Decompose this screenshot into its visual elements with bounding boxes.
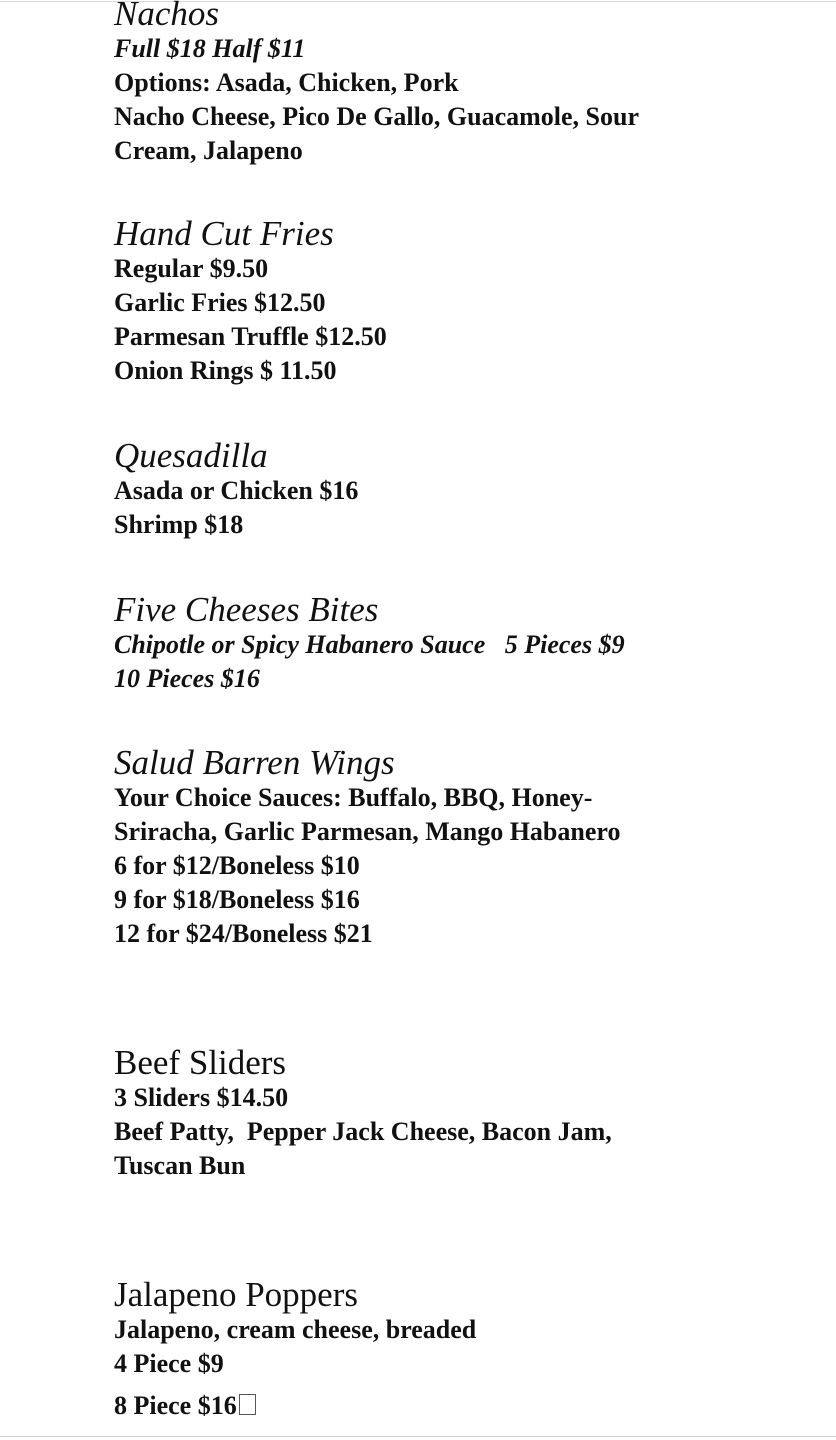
section-title: Nachos	[114, 0, 219, 33]
nachos-price-line: Full $18 Half $11	[114, 34, 306, 63]
section-title: Beef Sliders	[114, 1043, 287, 1082]
poppers-description-line: Jalapeno, cream cheese, breaded	[114, 1315, 477, 1344]
wings-twelve-line: 12 for $24/Boneless $21	[114, 919, 373, 948]
section-title: Quesadilla	[114, 436, 268, 475]
sliders-price-line: 3 Sliders $14.50	[114, 1083, 289, 1112]
menu-section-quesadilla	[114, 438, 754, 542]
sliders-bun-line: Tuscan Bun	[114, 1151, 246, 1180]
nachos-toppings-line-2: Cream, Jalapeno	[114, 136, 303, 165]
section-title: Hand Cut Fries	[114, 214, 334, 253]
missing-glyph-box-icon	[239, 1394, 256, 1415]
quesadilla-shrimp-line: Shrimp $18	[114, 510, 244, 539]
cheese-bites-sauce-line: Chipotle or Spicy Habanero Sauce 5 Pieces $9	[114, 630, 625, 659]
fries-garlic-line: Garlic Fries $12.50	[114, 288, 326, 317]
wings-nine-line: 9 for $18/Boneless $16	[114, 885, 360, 914]
menu-section-sliders	[114, 1045, 754, 1183]
section-title: Jalapeno Poppers	[114, 1275, 358, 1314]
poppers-eight-line	[114, 1389, 754, 1423]
cheese-bites-ten-line: 10 Pieces $16	[114, 664, 260, 693]
poppers-eight-text: 8 Piece $16	[114, 1391, 237, 1420]
menu-section-fries	[114, 216, 754, 388]
fries-onion-rings-line: Onion Rings $ 11.50	[114, 356, 337, 385]
nachos-toppings-line: Nacho Cheese, Pico De Gallo, Guacamole, Sour	[114, 102, 639, 131]
wings-sauces-line: Your Choice Sauces: Buffalo, BBQ, Honey-	[114, 783, 593, 812]
fries-truffle-line: Parmesan Truffle $12.50	[114, 322, 387, 351]
sliders-ingredients-line: Beef Patty, Pepper Jack Cheese, Bacon Jam,	[114, 1117, 612, 1146]
fries-regular-line: Regular $9.50	[114, 254, 269, 283]
nachos-options-line: Options: Asada, Chicken, Pork	[114, 68, 459, 97]
quesadilla-asada-line: Asada or Chicken $16	[114, 476, 359, 505]
poppers-four-line: 4 Piece $9	[114, 1349, 224, 1378]
section-title: Salud Barren Wings	[114, 743, 395, 782]
menu-section-nachos	[114, 0, 754, 168]
menu-section-cheese-bites	[114, 592, 754, 696]
wings-six-line: 6 for $12/Boneless $10	[114, 851, 360, 880]
menu-section-wings	[114, 745, 754, 951]
menu-section-poppers	[114, 1277, 754, 1423]
wings-sauces-line-2: Sriracha, Garlic Parmesan, Mango Habanero	[114, 817, 621, 846]
bottom-divider	[0, 1436, 836, 1437]
section-title: Five Cheeses Bites	[114, 590, 379, 629]
